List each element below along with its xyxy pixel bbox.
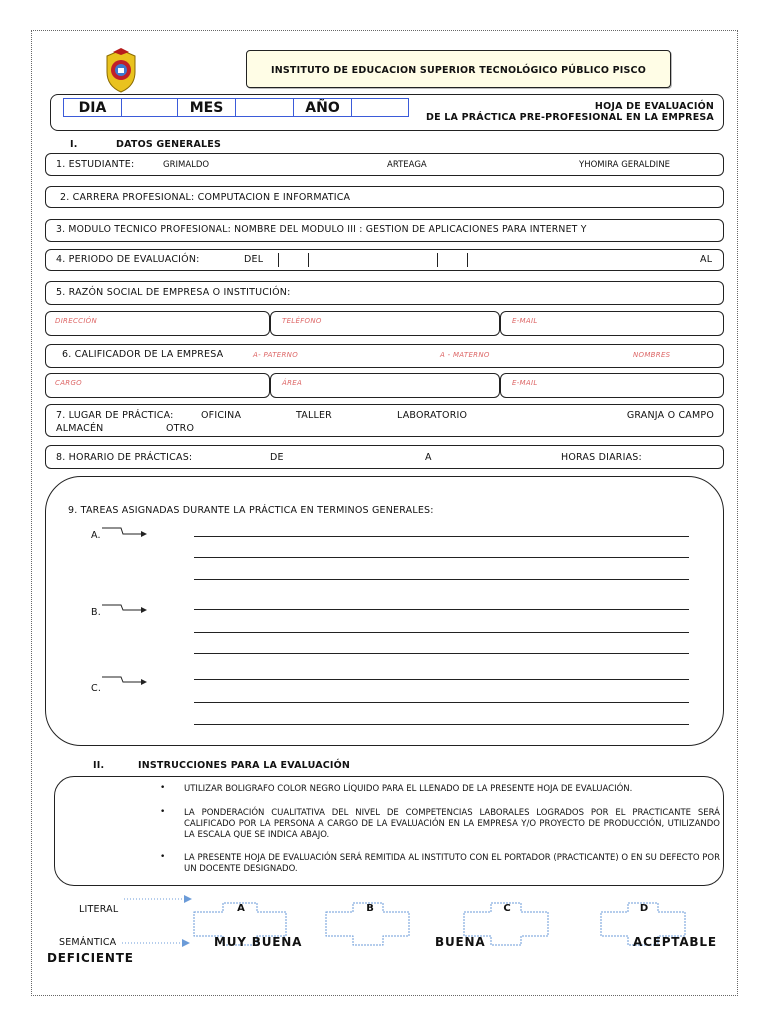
student-given-names: YHOMIRA GERALDINE (579, 160, 671, 170)
place-option-other: OTRO (166, 423, 195, 434)
period-al: AL (700, 254, 713, 265)
scale-word-good: BUENA (435, 935, 486, 949)
semantic-pointer-icon (122, 937, 192, 949)
day-field[interactable] (122, 99, 178, 116)
institute-name: INSTITUTO DE EDUCACION SUPERIOR TECNOLÓGICO PÚBLICO PISCO (271, 65, 646, 76)
task-a-line-3[interactable] (194, 579, 689, 580)
task-c-line-3[interactable] (194, 724, 689, 725)
doc-title-line1: HOJA DE EVALUACIÓN (594, 101, 714, 112)
schedule-label: 8. HORARIO DE PRÁCTICAS: (56, 452, 193, 463)
place-label: 7. LUGAR DE PRÁCTICA: (56, 410, 174, 421)
task-c-line-2[interactable] (194, 702, 689, 703)
task-a-line-2[interactable] (194, 557, 689, 558)
institution-crest-icon (102, 48, 140, 94)
qualifier-names-hint: NOMBRES (633, 351, 671, 359)
task-a-arrow-icon (101, 524, 149, 538)
bullet-2-icon: • (160, 807, 166, 817)
period-to-date[interactable] (437, 253, 468, 267)
period-del: DEL (244, 254, 264, 265)
literal-pointer-icon (124, 893, 194, 905)
place-option-office: OFICINA (201, 410, 242, 421)
task-b-letter: B. (91, 607, 101, 618)
period-label: 4. PERIODO DE EVALUACIÓN: (56, 254, 200, 265)
qualifier-email-hint: E-MAIL (512, 379, 538, 387)
company-phone-hint: TELÉFONO (282, 317, 322, 325)
company-label: 5. RAZÓN SOCIAL DE EMPRESA O INSTITUCIÓN: (56, 287, 291, 298)
bullet-1-icon: • (160, 783, 166, 793)
task-a-line-1[interactable] (194, 536, 689, 537)
day-label: DIA (64, 99, 122, 116)
qualifier-label: 6. CALIFICADOR DE LA EMPRESA (62, 349, 224, 360)
doc-title-line2: DE LA PRÁCTICA PRE-PROFESIONAL EN LA EMPRESA (426, 112, 714, 123)
schedule-from: DE (270, 452, 284, 463)
career-text: 2. CARRERA PROFESIONAL: COMPUTACION E INFORMATICA (60, 192, 351, 203)
task-b-line-3[interactable] (194, 653, 689, 654)
scale-letter-b: B (366, 903, 374, 914)
qualifier-paternal-hint: A- PATERNO (253, 351, 298, 359)
task-b-line-1[interactable] (194, 609, 689, 610)
semantic-label: SEMÁNTICA (59, 937, 117, 948)
scale-word-very-good: MUY BUENA (214, 935, 303, 949)
student-paternal: GRIMALDO (163, 160, 210, 170)
scale-letter-a: A (237, 903, 245, 914)
qualifier-maternal-hint: A - MATERNO (440, 351, 490, 359)
instruction-3: LA PRESENTE HOJA DE EVALUACIÓN SERÁ REMITIDA AL INSTITUTO CON EL PORTADOR (PRACTICANTE) O EN SU DEFECTO POR UN DOCENTE DESIGNADO. (184, 853, 720, 874)
tasks-title: 9. TAREAS ASIGNADAS DURANTE LA PRÁCTICA EN TERMINOS GENERALES: (68, 505, 434, 516)
task-c-arrow-icon (101, 673, 149, 687)
section2-number: II. (93, 760, 105, 771)
place-option-workshop: TALLER (296, 410, 332, 421)
scale-letter-d: D (639, 903, 649, 914)
section2-title: INSTRUCCIONES PARA LA EVALUACIÓN (138, 760, 351, 771)
student-label: 1. ESTUDIANTE: (56, 159, 135, 170)
schedule-to: A (425, 452, 432, 463)
section1-title: DATOS GENERALES (116, 139, 221, 150)
instruction-2: LA PONDERACIÓN CUALITATIVA DEL NIVEL DE COMPETENCIAS LABORALES LOGRADOS POR EL PRACTICANTE SERÁ CALIFICADO POR LA PERSONA A CARGO DE LA EVALUACIÓN EN LA EMPRESA Y/O PROYECTO DE PRODUCCIÓN, UTILIZANDO LA ESCALA QUE SE INDICA ABAJO. (184, 808, 720, 840)
literal-label: LITERAL (79, 904, 119, 915)
place-option-warehouse: ALMACÉN (56, 423, 104, 434)
task-b-arrow-icon (101, 601, 149, 615)
bullet-3-icon: • (160, 852, 166, 862)
qualifier-position-hint: CARGO (55, 379, 82, 387)
place-option-lab: LABORATORIO (397, 410, 468, 421)
institute-title-box (246, 50, 671, 88)
task-b-line-2[interactable] (194, 632, 689, 633)
date-grid (63, 98, 409, 117)
period-from-date[interactable] (278, 253, 309, 267)
schedule-hours: HORAS DIARIAS: (561, 452, 642, 463)
company-address-hint: DIRECCIÓN (55, 317, 98, 325)
month-label: MES (178, 99, 236, 116)
scale-word-deficient: DEFICIENTE (47, 951, 134, 965)
month-field[interactable] (236, 99, 294, 116)
section1-number: I. (70, 139, 78, 150)
company-email-hint: E-MAIL (512, 317, 538, 325)
year-label: AÑO (294, 99, 352, 116)
qualifier-area-hint: ÁREA (282, 379, 303, 387)
task-a-letter: A. (91, 530, 101, 541)
module-text: 3. MODULO TÉCNICO PROFESIONAL: NOMBRE DEL MODULO III : GESTION DE APLICACIONES PARA INTERNET Y (56, 224, 587, 235)
student-maternal: ARTEAGA (387, 160, 427, 170)
scale-letter-c: C (503, 903, 511, 914)
task-c-line-1[interactable] (194, 679, 689, 680)
scale-word-acceptable: ACEPTABLE (633, 935, 717, 949)
qualifier-area-field[interactable] (270, 373, 500, 398)
instruction-1: UTILIZAR BOLIGRAFO COLOR NEGRO LÍQUIDO PARA EL LLENADO DE LA PRESENTE HOJA DE EVALUACIÓN. (184, 784, 633, 794)
place-option-farm: GRANJA O CAMPO (626, 410, 714, 421)
task-c-letter: C. (91, 683, 102, 694)
